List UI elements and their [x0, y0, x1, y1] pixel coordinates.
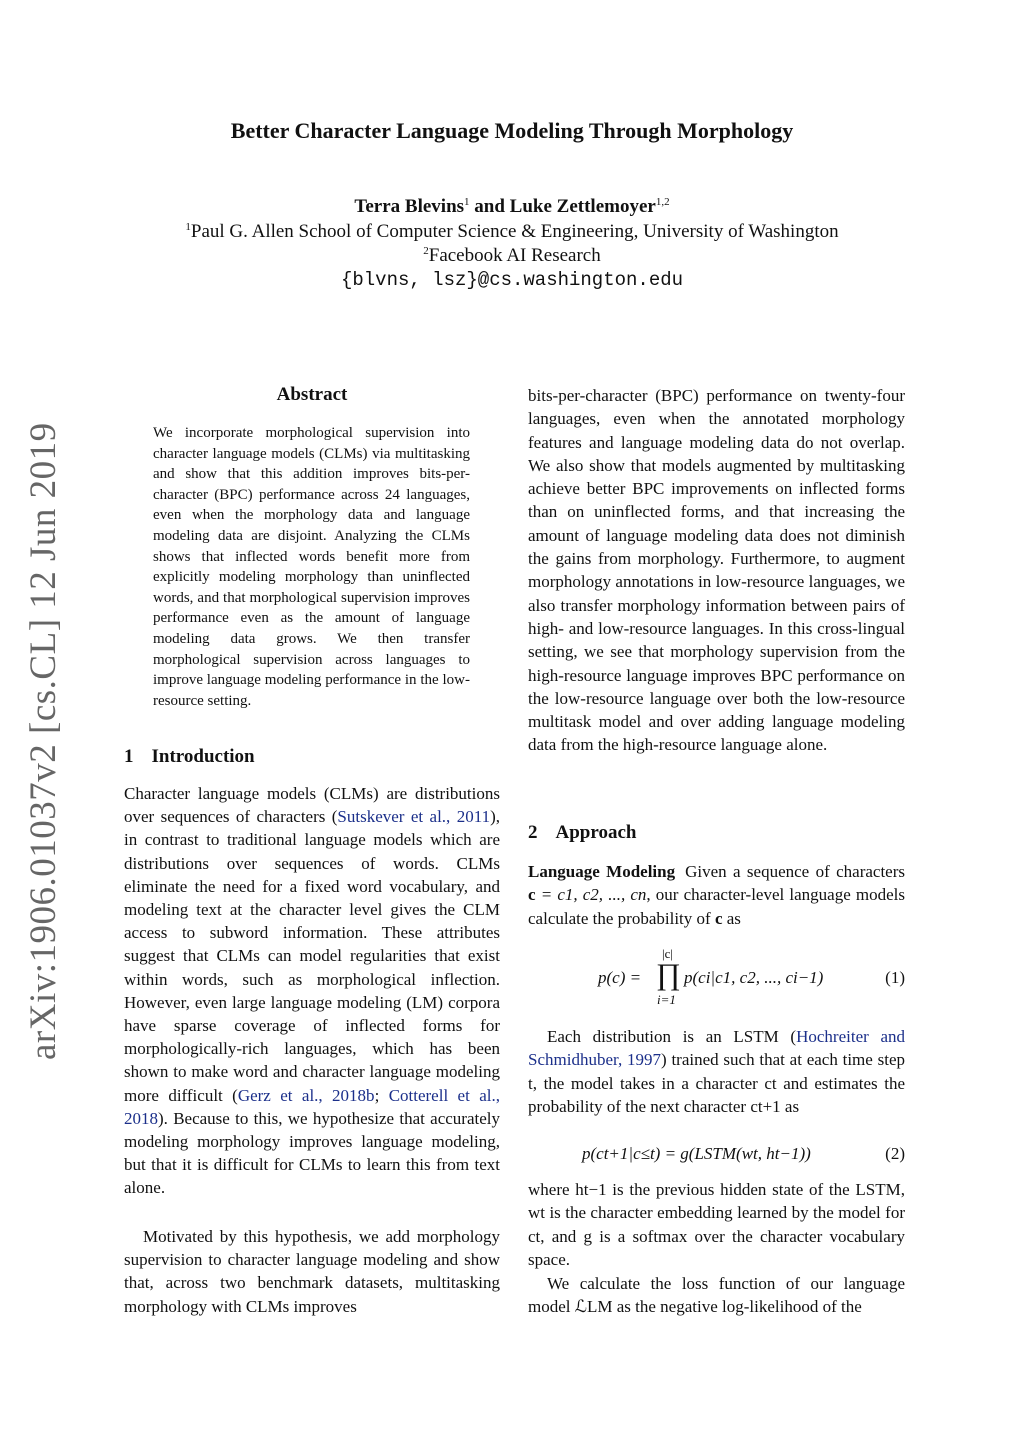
equation-number: (2)	[885, 1144, 905, 1163]
paragraph-text: ), in contrast to traditional language models which are distributions over sequences of words. CLMs eliminate the need for a fixed word vocabulary, and modeling text at the character level gives the CLM access to subword information. These attributes suggest that CLMs can model regularities that exist within words, such as morphological inflection. However, even large language modeling (LM) corpora have sparse coverage of inflected forms for morphologically-rich languages, which has been shown to make word and character language modeling more difficult (	[124, 807, 500, 1105]
author-email: {blvns, lsz}@cs.washington.edu	[340, 269, 684, 291]
author-conjunction: and	[474, 196, 505, 217]
citation-link[interactable]: Cotterell et al., 2018	[124, 1085, 500, 1128]
math-symbol: c	[528, 885, 536, 905]
paragraph-text: Given a sequence of characters	[685, 862, 905, 881]
section-heading	[124, 746, 255, 768]
affiliation-marker: 1	[464, 196, 470, 208]
paragraph-text: , our character-level language models calculate the probability of	[528, 885, 906, 928]
equation-rhs: p(ci|c1, c2, ..., ci−1)	[684, 968, 824, 987]
author-name: Luke Zettlemoyer	[509, 196, 656, 217]
affiliation	[0, 221, 1024, 243]
paragraph-label: Language Modeling	[528, 862, 676, 881]
author-line	[0, 196, 1024, 218]
paragraph-text: Character language models (CLMs) are distributions over sequences of characters (	[124, 784, 500, 827]
affiliation-marker: 2	[423, 245, 429, 257]
affiliation-marker: 1	[185, 221, 191, 233]
paragraph-text: ). Because to this, we hypothesize that accurately modeling morphology improves language modeling, but that it is difficult for CLMs to learn this from text alone.	[124, 1108, 500, 1198]
product-symbol: ∏	[656, 958, 681, 991]
math-inline: = c1, c2, ..., cn	[535, 885, 647, 905]
citation-link[interactable]: Hochreiter and Schmidhuber, 1997	[528, 1027, 905, 1070]
author-name: Terra Blevins	[354, 196, 465, 217]
paragraph-text: as	[722, 908, 741, 928]
equation-body: p(ct+1|c≤t) = g(LSTM(wt, ht−1))	[582, 1144, 811, 1163]
equation-number: (1)	[885, 968, 905, 987]
paragraph: We calculate the loss function of our language model ℒLM as the negative log-likelihood of the	[528, 1274, 905, 1317]
paragraph	[528, 860, 905, 930]
paper-title: Better Character Language Modeling Through Morphology	[230, 118, 794, 143]
citation-link[interactable]: Sutskever et al., 2011	[337, 807, 491, 827]
section-title: Introduction	[151, 746, 255, 767]
paragraph	[124, 782, 500, 1200]
section-number: 1	[124, 746, 134, 767]
citation-link[interactable]: Gerz et al., 2018b	[237, 1085, 375, 1105]
section-number: 2	[528, 822, 538, 843]
paragraph	[528, 1025, 905, 1118]
paragraph: bits-per-character (BPC) performance on twenty-four languages, even when the annotated morphology features and language modeling data do not overlap. We also show that models augmented by multitasking achieve better BPC improvements on inflected forms than on uninflected forms, and that increasing the amount of language modeling data does not diminish the gains from morphology. Furthermore, to augment morphology annotations in low-resource languages, we also transfer morphology information between pairs of high- and low-resource languages. In this cross-lingual setting, we see that morphology supervision from the high-resource language improves BPC performance on the low-resource language over both the low-resource multitask model and over adding language modeling data from the high-resource language alone.	[528, 386, 905, 755]
affiliation	[0, 245, 1024, 267]
paragraph-text: Each distribution is an LSTM (	[547, 1027, 797, 1046]
paragraph: Motivated by this hypothesis, we add morphology supervision to character language modeling and show that, across two benchmark datasets, multitasking morphology with CLMs improves	[124, 1227, 500, 1316]
equation	[528, 946, 905, 1010]
equation-body	[598, 946, 858, 1010]
paragraph-text: ;	[374, 1085, 389, 1105]
affiliation-marker: 1,2	[655, 196, 670, 208]
section-heading	[528, 822, 636, 844]
product-lower-limit: i=1	[657, 992, 676, 1007]
arxiv-identifier: arXiv:1906.01037v2 [cs.CL] 12 Jun 2019	[23, 422, 64, 1060]
affiliation-text: Facebook AI Research	[428, 245, 601, 266]
abstract-heading: Abstract	[276, 384, 348, 405]
paragraph-text: ) trained such that at each time step t, the model takes in a character ct and estimates the probability of the next character ct+1 as	[528, 1050, 905, 1116]
product-upper-limit: |c|	[662, 946, 673, 961]
affiliation-text: Paul G. Allen School of Computer Science & Engineering, University of Washington	[190, 221, 839, 242]
section-title: Approach	[555, 822, 637, 843]
equation-lhs: p(c) =	[598, 968, 642, 987]
paragraph: where ht−1 is the previous hidden state of the LSTM, wt is the character embedding learned by the model for ct, and g is a softmax over the character vocabulary space.	[528, 1180, 905, 1269]
abstract-text: We incorporate morphological supervision into character language models (CLMs) via multitasking and show that this addition improves bits-per-character (BPC) performance across 24 languages, even when the morphology data and language modeling data are disjoint. Analyzing the CLMs shows that inflected words benefit more from explicitly modeling morphology than uninflected words, and that morphological supervision improves performance even as the amount of language modeling data grows. We then transfer morphological supervision across languages to improve language modeling performance in the low-resource setting.	[153, 425, 470, 709]
math-symbol: c	[714, 908, 723, 928]
